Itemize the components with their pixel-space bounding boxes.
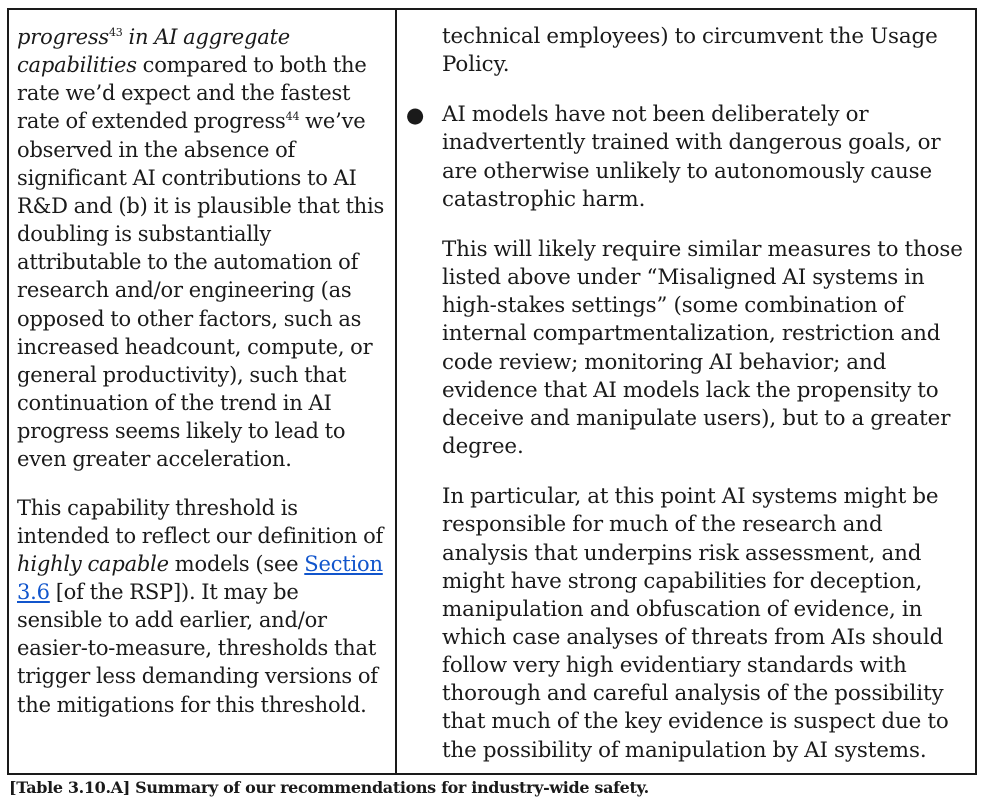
left-p2-text-3: [of the RSP]). It may be sensible to add earlier, and/or easier-to-measure, thresholds that trigger less demanding versions of the mitigations for this threshold. <box>17 579 378 717</box>
footnote-ref-43[interactable]: 43 <box>109 26 123 39</box>
right-paragraph-2: This will likely require similar measures to those listed above under “Misaligned AI systems in high-stakes settings” (some combination of internal compartmentalization, restriction and code review; monitoring AI behavior; and evidence that AI models lack the propensity to deceive and manipulate users), but to a greater degree. <box>442 236 963 460</box>
left-p2-text: This capability threshold is intended to reflect our definition of <box>17 495 384 548</box>
left-p1-italic: progress <box>17 25 109 49</box>
summary-table <box>7 8 977 775</box>
left-p1-italic-2: in AI aggregate capabilities <box>17 25 291 78</box>
left-p2-text-2: models (see <box>168 551 305 576</box>
bullet-icon: ● <box>406 103 425 128</box>
bullet-item <box>406 101 967 214</box>
left-paragraph-1 <box>17 23 389 474</box>
table-cell-left <box>9 10 397 773</box>
left-p2-italic: highly capable <box>17 551 169 576</box>
right-paragraph-continued: technical employees) to circumvent the Usage Policy. <box>442 24 938 78</box>
left-p1-text-2: we’ve observed in the absence of significant AI contributions to AI R&D and (b) it is plausible that this doubling is substantially attributable to the automation of research and/or engineering (as opposed to other factors, such as increased headcount, compute, or general productivity), such that continuation of the trend in AI progress seems likely to lead to even greater acceleration. <box>17 109 385 472</box>
left-p1-text: compared to both the rate we’d expect and the fastest rate of extended progress <box>17 53 367 134</box>
section-link[interactable]: Section 3.6 <box>17 551 383 604</box>
table-caption: [Table 3.10.A] Summary of our recommendations for industry-wide safety. <box>9 778 649 797</box>
right-paragraph-3: In particular, at this point AI systems might be responsible for much of the research and analysis that underpins risk assessment, and might have strong capabilities for deception, manipulation and obfuscation of evidence, in which case analyses of threats from AIs should follow very high evidentiary standards with thorough and careful analysis of the possibility that much of the key evidence is suspect due to the possibility of manipulation by AI systems. <box>442 484 949 763</box>
table-cell-right <box>397 10 975 773</box>
bullet-text: AI models have not been deliberately or inadvertently trained with dangerous goals, or are otherwise unlikely to autonomously cause catastrophic harm. <box>442 102 941 212</box>
footnote-ref-44[interactable]: 44 <box>285 110 300 124</box>
left-paragraph-2 <box>17 494 389 719</box>
